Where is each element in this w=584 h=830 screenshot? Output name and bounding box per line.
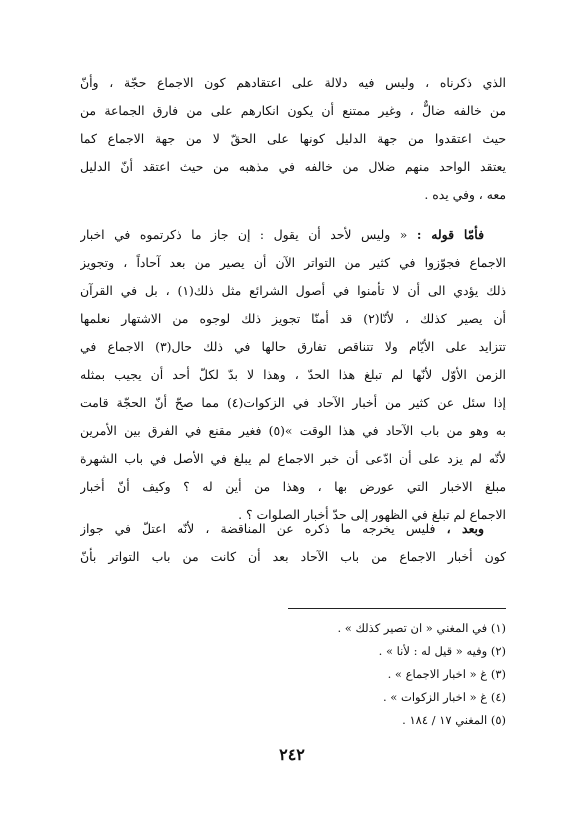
text-line: يعتقد الواحد منهم ضلال من خالفه في مذهبه من حيث اعتقد أنّ الدليل	[80, 159, 506, 174]
footnote: (١) في المغني « ان تصير كذلك » .	[337, 621, 506, 635]
text-line: أن يصير كذلك ، لأنّا(٢) قد أمنّا تجويز ذلك لوجوه من الاشتهار نعلمها	[80, 311, 506, 326]
page-number: ٢٤٢	[279, 745, 305, 764]
text-line: حيث اعتقدوا من جهة الدليل كونها على الحقّ لا من جهة الاجماع كما	[80, 131, 506, 146]
footnote-separator	[288, 608, 506, 609]
paragraph-lead: فأمّا قوله :	[416, 227, 484, 242]
text-line: تتزايد على الأيّام ولا تتناقص تفارق حالها في ذلك حال(٣) الاجماع في	[80, 339, 506, 354]
text-line: من خالفه ضالٌّ ، وغير ممتنع أن يكون انكارهم على من فارق الجماعة من	[80, 103, 506, 118]
text-line-rest: « وليس لأحد أن يقول : إن جاز ما ذكرتموه في اخبار	[80, 227, 408, 242]
footnotes	[100, 617, 506, 732]
text-line: الاجماع فجوّزوا في كثير من التواتر الآن أن يصير من بعد آحاداً ، وتجويز	[80, 255, 506, 270]
footnote: (٥) المغني ١٧ / ١٨٤ .	[402, 713, 506, 727]
paragraph-3	[80, 515, 506, 571]
footnote: (٣) غ « اخبار الاجماع » .	[387, 667, 506, 681]
footnote: (٤) غ « اخبار الزكوات » .	[382, 690, 506, 704]
text-line: معه ، وفي يده .	[424, 187, 506, 202]
paragraph-1	[80, 69, 506, 209]
text-line: به وهو من باب الآحاد في هذا الوقت »(٥) فغير مقنع في الفرق بين الأمرين	[80, 423, 506, 438]
text-line: الذي ذكرناه ، وليس فيه دلالة على اعتقادهم كون الاجماع حجّة ، وأنّ	[80, 75, 506, 90]
text-line: مبلغ الاخبار التي عورض بها ، وهذا من أين له ؟ وكيف أنّ أخبار	[80, 479, 506, 494]
text-line: ذلك يؤدي الى أن لا تأمنوا في أصول الشرائع مثل ذلك(١) ، بل في القرآن	[80, 283, 506, 298]
footnote: (٢) وفيه « قيل له : لأنا » .	[378, 644, 506, 658]
text-line-rest: فليس يخرجه ما ذكره عن المناقضة ، لأنّه اعتلّ في جواز	[80, 521, 436, 536]
text-line: كون أخبار الاجماع من باب الآحاد بعد أن كانت من باب التواتر بأنّ	[80, 549, 506, 564]
text-line-first	[80, 515, 506, 543]
text-line: الاجماع لم تبلغ في الظهور إلى حدّ أخبار الصلوات ؟ .	[238, 507, 506, 522]
text-line: إذا سئل عن كثير من أخبار الآحاد في الزكوات(٤) مما صحّ أنّ الحجّة قامت	[80, 395, 506, 410]
paragraph-2	[80, 221, 506, 529]
text-line: الزمن الأوّل لأنّها لم تبلغ هذا الحدّ ، وهذا لا بدّ لكلّ أحد أن يجيب بمثله	[80, 367, 506, 382]
paragraph-lead: وبعد ،	[446, 521, 484, 536]
text-line: لأنّه لم يزد على أن ادّعى أن خبر الاجماع لم يبلغ في الأصل في باب الشهرة	[80, 451, 506, 466]
text-line-first	[80, 221, 506, 249]
